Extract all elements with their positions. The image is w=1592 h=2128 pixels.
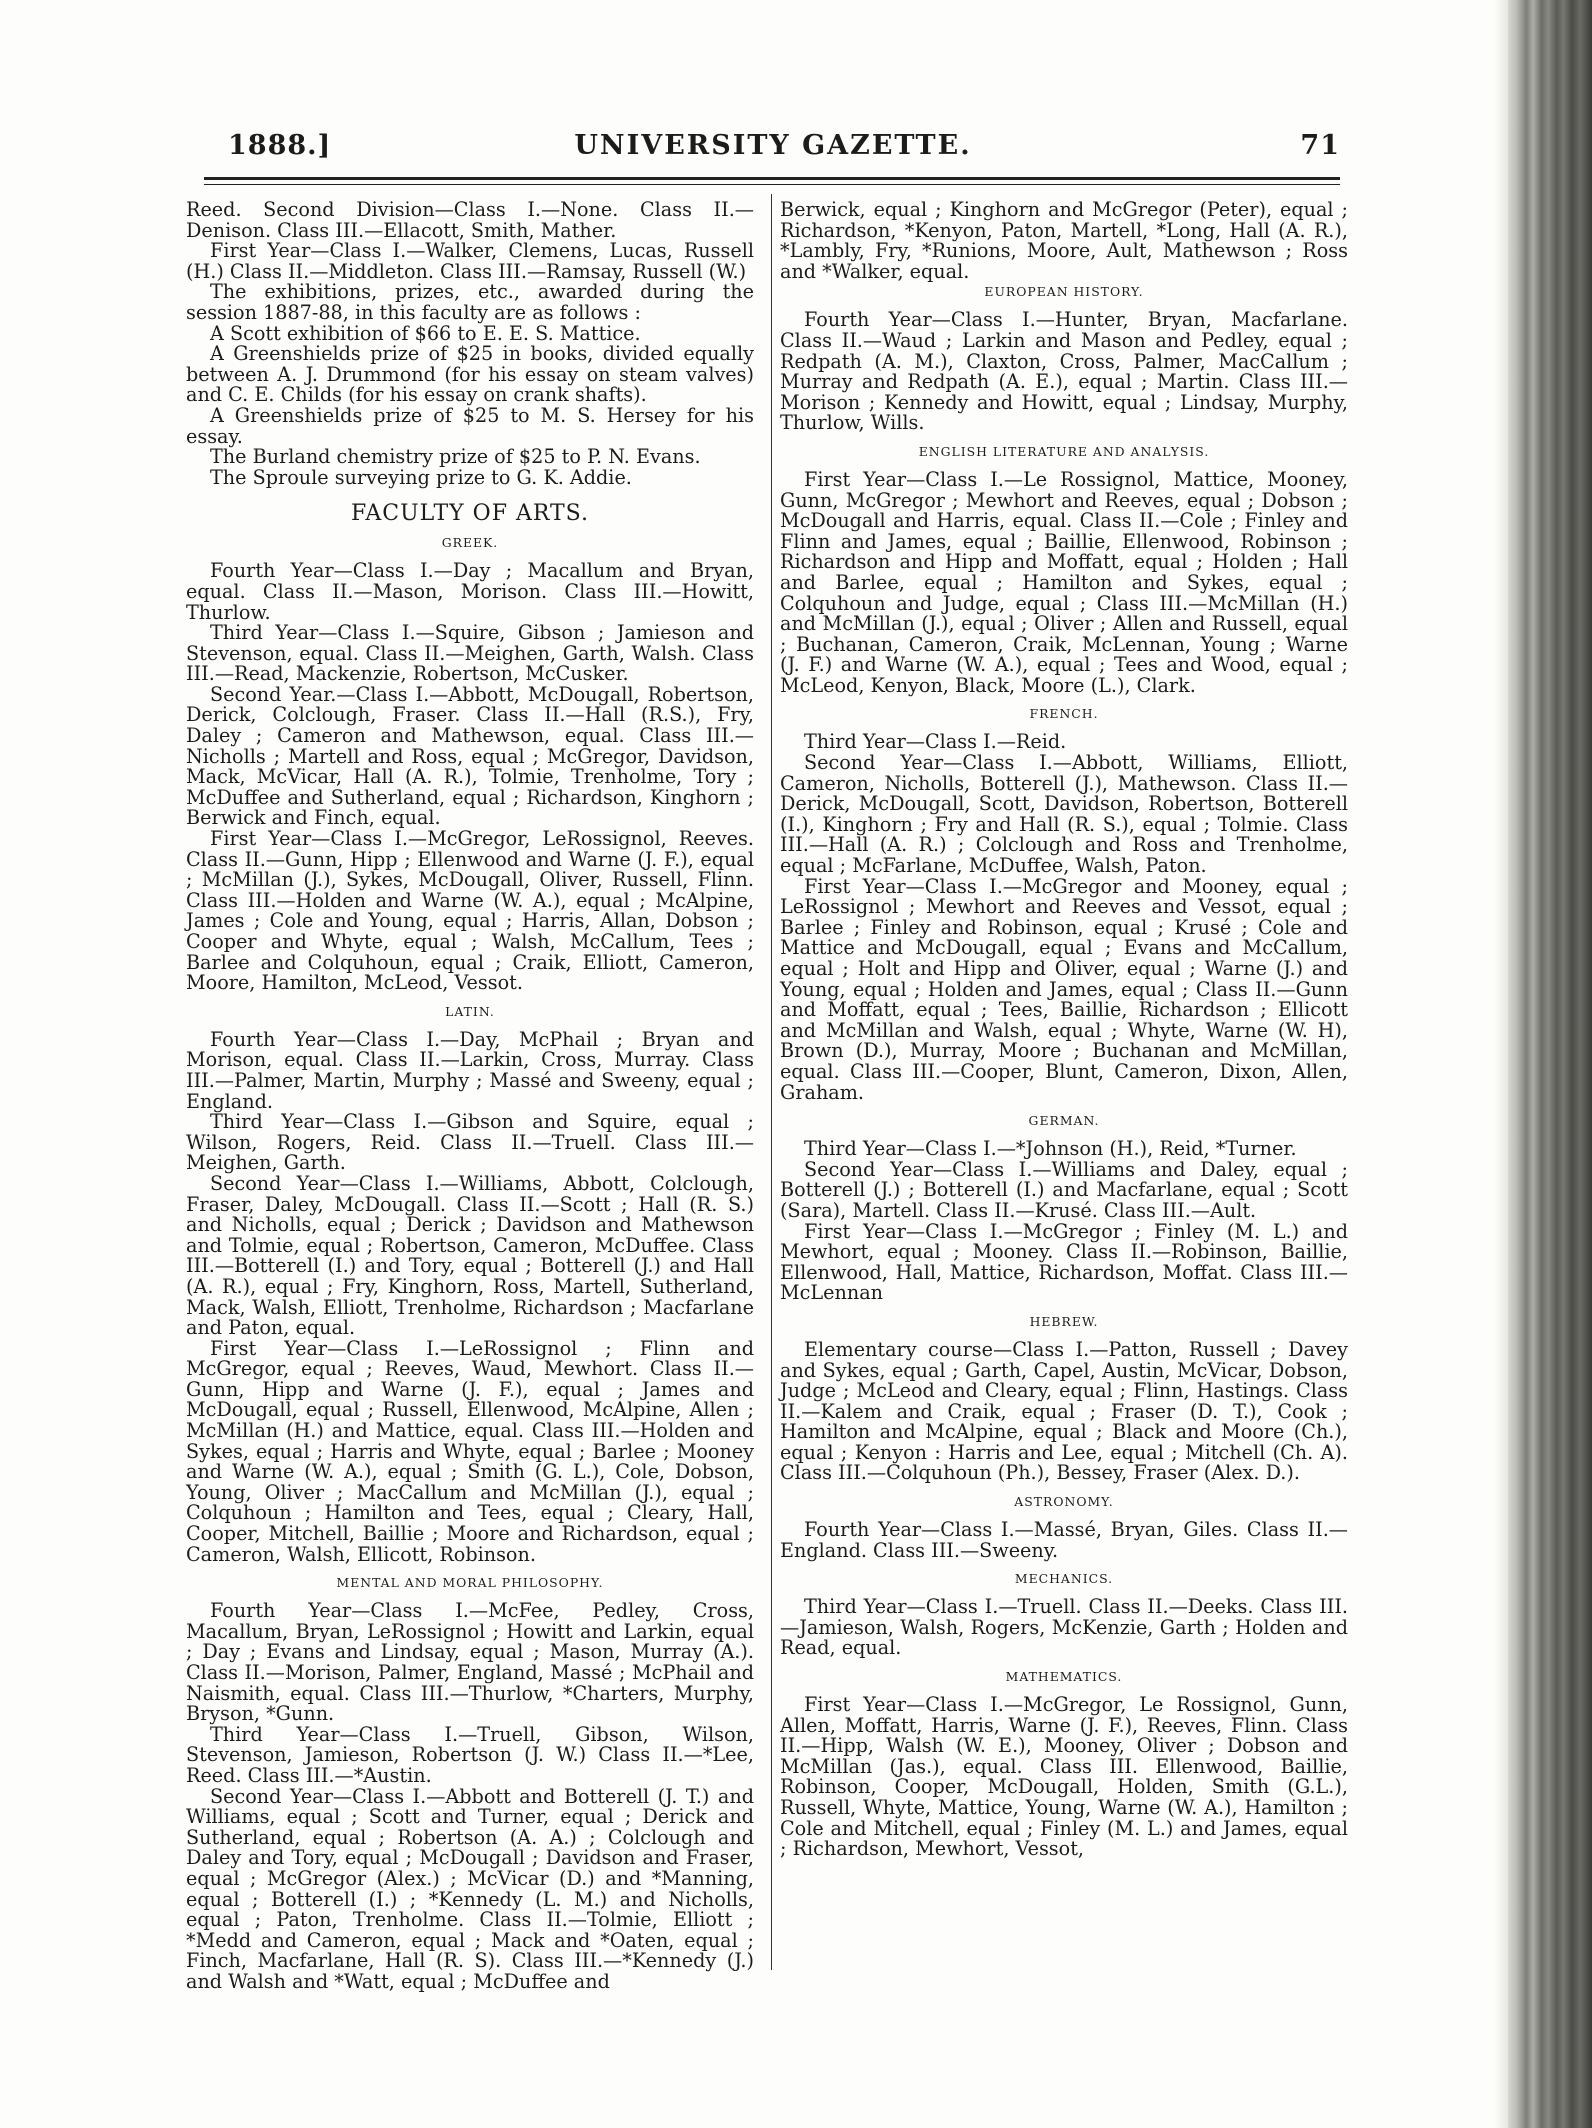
paragraph: Third Year—Class I.—Gibson and Squire, equal ; Wilson, Rogers, Reid. Class II.—Truell. Class III.—Meighen, Garth. [186, 1110, 754, 1175]
section-heading-greek: GREEK. [441, 535, 499, 551]
paragraph: Third Year—Class I.—Reid. [804, 730, 1067, 754]
paragraph: Second Year.—Class I.—Abbott, McDougall, Robertson, Derick, Colclough, Fraser. Class II.—Hall (R.S.), Fry, Daley ; Cameron and Mathewson, equal. Class III.—Nicholls ; Martell and Ross, equal ; McGregor, Davidson, Mack, McVicar, Hall (A. R.), Tolmie, Trenholme, Tory ; McDuffee and Sutherland, equal ; Richardson, Kinghorn ; Berwick and Finch, equal. [186, 682, 754, 830]
paragraph: Third Year—Class I.—Truell. Class II.—Deeks. Class III.—Jamieson, Walsh, Rogers, McKenzie, Garth ; Holden and Read, equal. [780, 1595, 1348, 1660]
section-heading-mathematics: MATHEMATICS. [1005, 1669, 1123, 1685]
section-heading-german: GERMAN. [1028, 1113, 1100, 1129]
paragraph: Second Year—Class I.—Abbott, Williams, Elliott, Cameron, Nicholls, Botterell (J.), Mathewson. Class II.—Derick, McDougall, Scott, Davidson, Robertson, Botterell (I.), Kinghorn ; Fry and Hall (R. S.), equal ; Tolmie. Class III.—Hall (A. R.) ; Colclough and Ross and Trenholme, equal ; McFarlane, McDuffee, Walsh, Paton. [780, 751, 1348, 878]
paragraph: The Burland chemistry prize of $25 to P. N. Evans. [210, 445, 701, 469]
paragraph: Second Year—Class I.—Abbott and Botterell (J. T.) and Williams, equal ; Scott and Turner, equal ; Derick and Sutherland, equal ; Robertson (A. A.) ; Colclough and Daley and Tory, equal ; McDougall ; Davidson and Fraser, equal ; McGregor (Alex.) ; McVicar (D.) and *Manning, equal ; Botterell (I.) ; *Kennedy (L. M.) and Nicholls, equal ; Paton, Trenholme. Class II.—Tolmie, Elliott ; *Medd and Cameron, equal ; Mack and *Oaten, equal ; Finch, Macfarlane, Hall (R. S). Class III.—*Kennedy (J.) and Walsh and *Watt, equal ; McDuffee and [186, 1784, 754, 1993]
section-heading-astronomy: ASTRONOMY. [1014, 1494, 1114, 1510]
section-heading-mechanics: MECHANICS. [1014, 1571, 1114, 1587]
section-heading-european-history: EUROPEAN HISTORY. [984, 284, 1144, 300]
header-year: 1888.] [228, 130, 332, 161]
section-heading-latin: LATIN. [445, 1003, 495, 1019]
column-divider [771, 194, 772, 1970]
paragraph: First Year—Class I.—McGregor and Mooney, equal ; LeRossignol ; Mewhort and Reeves and Vessot, equal ; Barlee ; Finley and Robinson, equal ; Krusé ; Cole and Mattice and McDougall, equal ; Evans and McCallum, equal ; Holt and Hipp and Oliver, equal ; Warne (J.) and Young, equal ; Holden and James, equal ; Class II.—Gunn and Moffatt, equal ; Tees, Baillie, Richardson ; Ellicott and McMillan and Walsh, equal ; Whyte, Warne (W. H), Brown (D.), Murray, Moore ; Buchanan and McMillan, equal. Class III.—Cooper, Blunt, Cameron, Dixon, Allen, Graham. [780, 874, 1348, 1104]
paragraph: A Scott exhibition of $66 to E. E. S. Mattice. [210, 321, 641, 345]
paragraph: Fourth Year—Class I.—McFee, Pedley, Cross, Macallum, Bryan, LeRossignol ; Howitt and Larkin, equal ; Day ; Evans and Lindsay, equal ; Mason, Murray (A.). Class II.—Morison, Palmer, England, Massé ; McPhail and Naismith, equal. Class III.—Thurlow, *Charters, Murphy, Bryson, *Gunn. [186, 1599, 754, 1726]
header-title: UNIVERSITY GAZETTE. [574, 130, 972, 161]
section-heading-french: FRENCH. [1029, 706, 1099, 722]
header-rule-thick [204, 177, 1340, 180]
faculty-heading: FACULTY OF ARTS. [351, 501, 589, 527]
left-column [186, 200, 754, 1993]
paragraph: Second Year—Class I.—Williams and Daley, equal ; Botterell (J.) ; Botterell (I.) and Macfarlane, equal ; Scott (Sara), Martell. Class II.—Krusé. Class III.—Ault. [780, 1157, 1348, 1222]
paragraph: Second Year—Class I.—Williams, Abbott, Colclough, Fraser, Daley, McDougall. Class II.—Scott ; Hall (R. S.) and Nicholls, equal ; Derick ; Davidson and Mathewson and Tolmie, equal ; Robertson, Cameron, McDuffee. Class III.—Botterell (I.) and Tory, equal ; Botterell (J.) and Hall (A. R.), equal ; Fry, Kinghorn, Ross, Martell, Sutherland, Mack, Walsh, Elliott, Trenholme, Richardson ; Macfarlane and Paton, equal. [186, 1171, 754, 1340]
paragraph: Fourth Year—Class I.—Day, McPhail ; Bryan and Morison, equal. Class II.—Larkin, Cross, Murray. Class III.—Palmer, Martin, Murphy ; Massé and Sweeny, equal ; England. [186, 1027, 754, 1113]
section-heading-mental: MENTAL AND MORAL PHILOSOPHY. [336, 1575, 604, 1591]
paragraph: Elementary course—Class I.—Patton, Russell ; Davey and Sykes, equal ; Garth, Capel, Austin, McVicar, Dobson, Judge ; McLeod and Cleary, equal ; Flinn, Hastings. Class II.—Kalem and Craik, equal ; Fraser (D. T.), Cook ; Hamilton and McAlpine, equal ; Black and Moore (Ch.), equal ; Kenyon : Harris and Lee, equal ; Mitchell (Ch. A). Class III.—Colquhoun (Ph.), Bessey, Fraser (Alex. D.). [780, 1337, 1348, 1485]
paragraph: First Year—Class I.—LeRossignol ; Flinn and McGregor, equal ; Reeves, Waud, Mewhort. Class II.—Gunn, Hipp and Warne (J. F.), equal ; James and McDougall, equal ; Russell, Ellenwood, McAlpine, Allen ; McMillan (H.) and Mattice, equal. Class III.—Holden and Sykes, equal ; Harris and Whyte, equal ; Barlee ; Mooney and Warne (W. A.), equal ; Smith (G. L.), Cole, Dobson, Young, Oliver ; MacCallum and McMillan (J.), equal ; Colquhoun ; Hamilton and Tees, equal ; Cleary, Hall, Cooper, Mitchell, Baillie ; Moore and Richardson, equal ; Cameron, Walsh, Ellicott, Robinson. [186, 1336, 754, 1566]
paragraph: Berwick, equal ; Kinghorn and McGregor (Peter), equal ; Richardson, *Kenyon, Paton, Martell, *Long, Hall (A. R.), *Lambly, Fry, *Runions, Moore, Ault, Mathewson ; Ross and *Walker, equal. [780, 198, 1348, 283]
paragraph: First Year—Class I.—McGregor, Le Rossignol, Gunn, Allen, Moffatt, Harris, Warne (J. F.), Reeves, Flinn. Class II.—Hipp, Walsh (W. E.), Mooney, Oliver ; Dobson and McMillan (Jas.), equal. Class III. Ellenwood, Baillie, Robinson, Cooper, McDougall, Holden, Smith (G.L.), Russell, Whyte, Mattice, Young, Warne (W. A.), Hamilton ; Cole and Mitchell, equal ; Finley (M. L.) and James, equal ; Richardson, Mewhort, Vessot, [780, 1693, 1348, 1861]
paragraph: Third Year—Class I.—Truell, Gibson, Wilson, Stevenson, Jamieson, Robertson (J. W.) Class II.—*Lee, Reed. Class III.—*Austin. [186, 1722, 754, 1787]
paragraph: Reed. Second Division—Class I.—None. Class II.—Denison. Class III.—Ellacott, Smith, Mather. [186, 198, 754, 242]
paragraph: The exhibitions, prizes, etc., awarded during the session 1887-88, in this faculty are as follows : [186, 280, 754, 324]
section-heading-english: ENGLISH LITERATURE AND ANALYSIS. [918, 443, 1210, 459]
right-column [780, 200, 1348, 1860]
paragraph: The Sproule surveying prize to G. K. Addie. [210, 465, 632, 489]
header-rule-thin [204, 184, 1340, 185]
paragraph: Fourth Year—Class I.—Massé, Bryan, Giles. Class II.—England. Class III.—Sweeny. [780, 1518, 1348, 1562]
paragraph: A Greenshields prize of $25 in books, divided equally between A. J. Drummond (for his essay on steam valves) and C. E. Childs (for his essay on crank shafts). [186, 342, 754, 407]
page-edge-shadow [1494, 0, 1508, 2128]
paragraph: Fourth Year—Class I.—Day ; Macallum and Bryan, equal. Class II.—Mason, Morison. Class III.—Howitt, Thurlow. [186, 559, 754, 624]
paragraph: Fourth Year—Class I.—Hunter, Bryan, Macfarlane. Class II.—Waud ; Larkin and Mason and Pedley, equal ; Redpath (A. M.), Claxton, Cross, Palmer, MacCallum ; Murray and Redpath (A. E.), equal ; Martin. Class III.—Morison ; Kennedy and Howitt, equal ; Lindsay, Murphy, Thurlow, Wills. [780, 308, 1348, 435]
section-heading-hebrew: HEBREW. [1029, 1313, 1099, 1329]
page-number: 71 [1300, 130, 1340, 161]
paragraph: First Year—Class I.—Le Rossignol, Mattice, Mooney, Gunn, McGregor ; Mewhort and Reeves, equal ; Dobson ; McDougall and Harris, equal. Class II.—Cole ; Finley and Flinn and James, equal ; Baillie, Ellenwood, Robinson ; Richardson and Hipp and Moffatt, equal ; Holden ; Hall and Barlee, equal ; Hamilton and Sykes, equal ; Colquhoun and Judge, equal ; Class III.—McMillan (H.) and McMillan (J.), equal ; Oliver ; Allen and Russell, equal ; Buchanan, Cameron, Craik, McLennan, Young ; Warne (J. F.) and Warne (W. A.), equal ; Tees and Wood, equal ; McLeod, Kenyon, Black, Moore (L.), Clark. [780, 467, 1348, 697]
paragraph: First Year—Class I.—McGregor ; Finley (M. L.) and Mewhort, equal ; Mooney. Class II.—Robinson, Baillie, Ellenwood, Hall, Mattice, Richardson, Moffat. Class III.—McLennan [780, 1219, 1348, 1305]
book-spine [1508, 0, 1592, 2128]
paragraph: First Year—Class I.—Walker, Clemens, Lucas, Russell (H.) Class II.—Middleton. Class III.—Ramsay, Russell (W.) [186, 239, 754, 283]
paragraph: Third Year—Class I.—*Johnson (H.), Reid, *Turner. [804, 1137, 1297, 1161]
paragraph: Third Year—Class I.—Squire, Gibson ; Jamieson and Stevenson, equal. Class II.—Meighen, Garth, Walsh. Class III.—Read, Mackenzie, Robertson, McCusker. [186, 621, 754, 686]
paragraph: First Year—Class I.—McGregor, LeRossignol, Reeves. Class II.—Gunn, Hipp ; Ellenwood and Warne (J. F.), equal ; McMillan (J.), Sykes, McDougall, Oliver, Russell, Flinn. Class III.—Holden and Warne (W. A.), equal ; McAlpine, James ; Cole and Young, equal ; Harris, Allan, Dobson ; Cooper and Whyte, equal ; Walsh, McCallum, Tees ; Barlee and Colquhoun, equal ; Craik, Elliott, Cameron, Moore, Hamilton, McLeod, Vessot. [186, 827, 754, 995]
paragraph: A Greenshields prize of $25 to M. S. Hersey for his essay. [186, 403, 754, 448]
running-header [206, 130, 1340, 174]
